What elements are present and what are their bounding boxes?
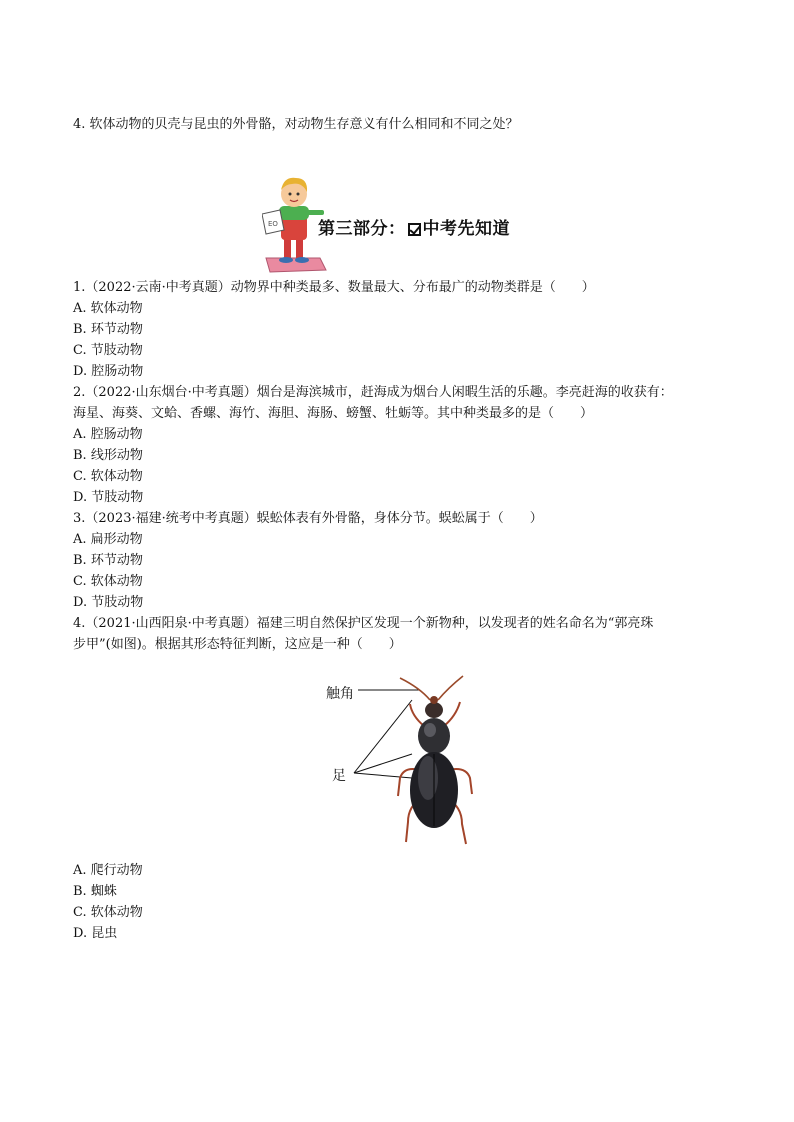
- q1-stem: 1.（2022·云南·中考真题）动物界中种类最多、数量最大、分布最广的动物类群是（ ）: [73, 280, 595, 295]
- antenna-label: 触角: [326, 686, 354, 702]
- checkbox-icon: [408, 223, 421, 236]
- q2-stem-line-2: 海星、海葵、文蛤、香螺、海竹、海胆、海肠、螃蟹、牡蛎等。其中种类最多的是（ ）: [73, 406, 594, 421]
- q2-option-c: C. 软体动物: [73, 469, 143, 484]
- q1-option-d: D. 腔肠动物: [73, 364, 144, 379]
- q4-stem-line-2: 步甲”(如图)。根据其形态特征判断，这应是一种（ ）: [73, 637, 402, 652]
- section-title-suffix: 中考先知道: [422, 219, 510, 239]
- beetle-figure: [320, 670, 500, 855]
- section-title-prefix: 第三部分：: [318, 219, 406, 239]
- section-banner: [262, 172, 562, 276]
- legs-label: 足: [332, 768, 346, 784]
- q4-option-b: B. 蜘蛛: [73, 884, 117, 899]
- svg-text:EO: EO: [268, 220, 278, 228]
- beetle-icon: [320, 670, 500, 855]
- q4-option-d: D. 昆虫: [73, 926, 118, 941]
- q3-option-d: D. 节肢动物: [73, 595, 144, 610]
- q3-option-c: C. 软体动物: [73, 574, 143, 589]
- q2-stem-line-1: 2.（2022·山东烟台·中考真题）烟台是海滨城市，赶海成为烟台人闲暇生活的乐趣。李亮赶海的收获有：: [73, 385, 673, 400]
- q3-option-b: B. 环节动物: [73, 553, 143, 568]
- q3-stem: 3.（2023·福建·统考中考真题）蜈蚣体表有外骨骼，身体分节。蜈蚣属于（ ）: [73, 511, 543, 526]
- q3-option-a: A. 扁形动物: [73, 532, 143, 547]
- q4-option-c: C. 软体动物: [73, 905, 143, 920]
- q1-option-a: A. 软体动物: [73, 301, 143, 316]
- q4-option-a: A. 爬行动物: [73, 863, 143, 878]
- q2-option-b: B. 线形动物: [73, 448, 143, 463]
- q4-stem-line-1: 4.（2021·山西阳泉·中考真题）福建三明自然保护区发现一个新物种，以发现者的姓名命名为“郭亮珠: [73, 616, 654, 631]
- q2-option-d: D. 节肢动物: [73, 490, 144, 505]
- open-question-4: 4. 软体动物的贝壳与昆虫的外骨骼，对动物生存意义有什么相同和不同之处？: [73, 117, 519, 132]
- q2-option-a: A. 腔肠动物: [73, 427, 143, 442]
- q1-option-b: B. 环节动物: [73, 322, 143, 337]
- section-title: [318, 214, 510, 239]
- q1-option-c: C. 节肢动物: [73, 343, 143, 358]
